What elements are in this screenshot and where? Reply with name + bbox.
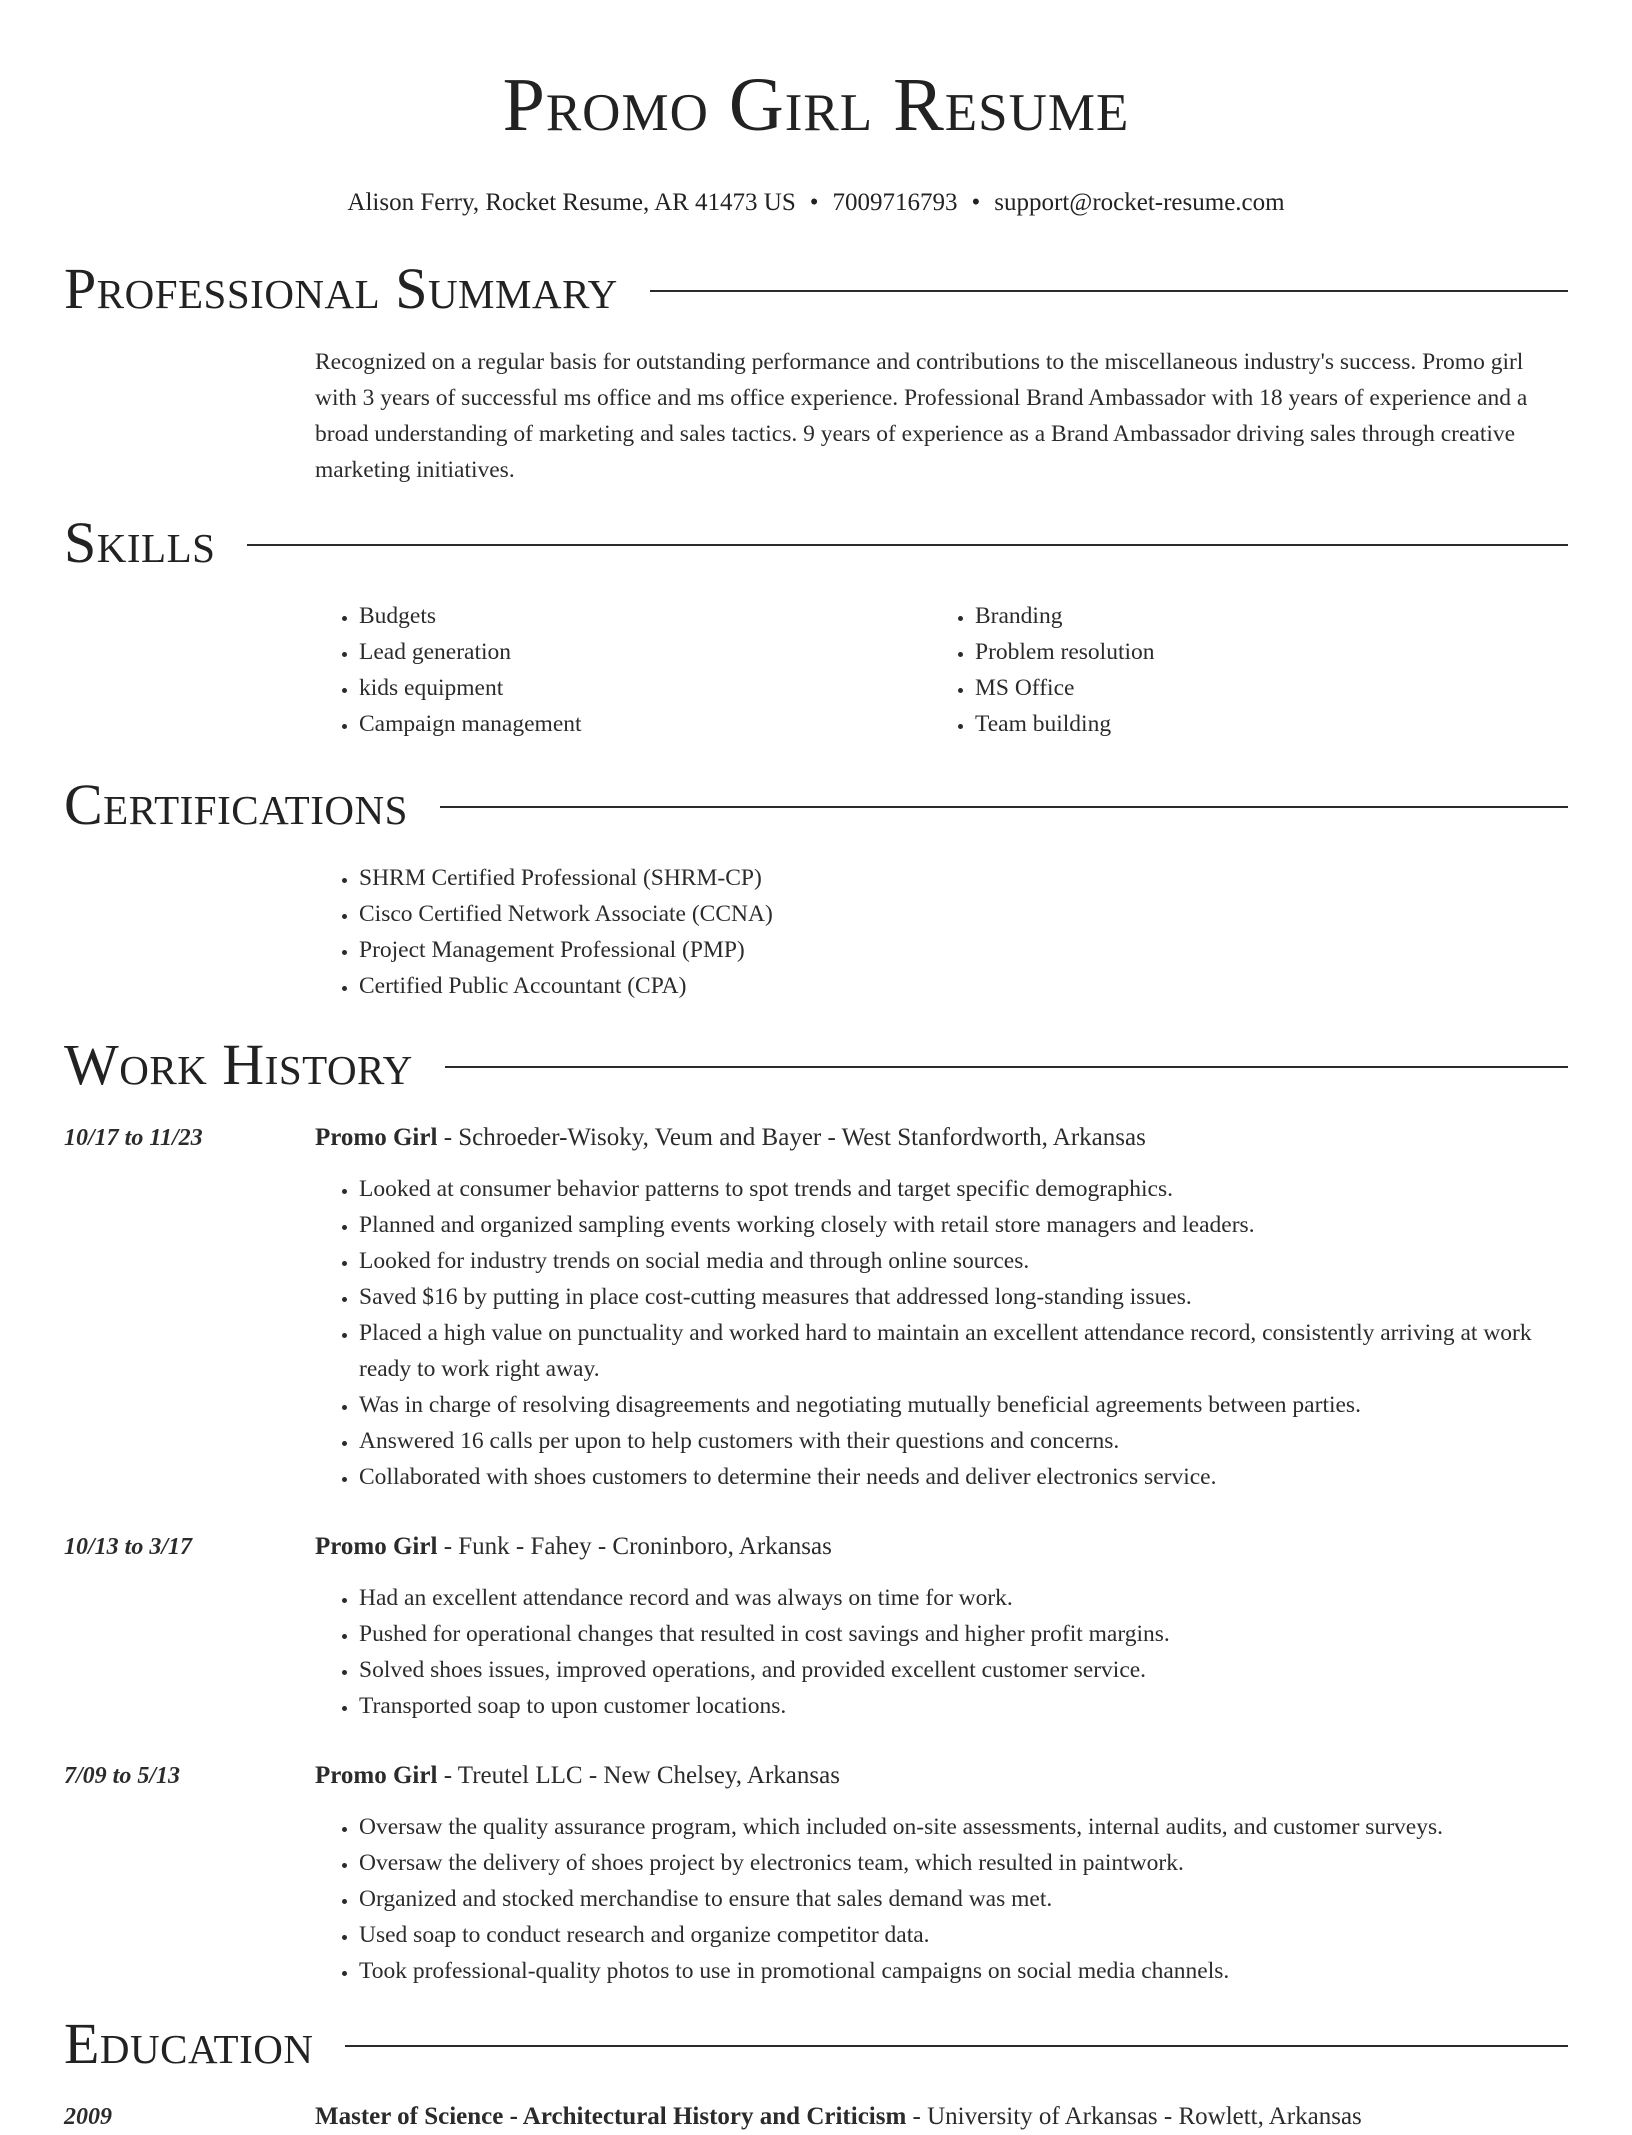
job-entry (64, 1120, 1568, 1495)
certification-item: • Cisco Certified Network Associate (CCNA) (359, 896, 1568, 932)
job-header (315, 1529, 1568, 1565)
certification-item: • Certified Public Accountant (CPA) (359, 968, 1568, 1004)
job-bullet: • Looked at consumer behavior patterns to spot trends and target specific demographics. (359, 1171, 1568, 1207)
job-bullet: • Oversaw the delivery of shoes project by electronics team, which resulted in paintwork. (359, 1845, 1568, 1881)
work-section-header (64, 1032, 1568, 1098)
skill-item: • Budgets (359, 598, 931, 634)
skill-item: • Lead generation (359, 634, 931, 670)
skill-item: • MS Office (975, 670, 1568, 706)
certifications-list (315, 860, 1568, 1004)
section-divider (445, 1066, 1568, 1068)
education-year: 2009 (64, 2104, 112, 2130)
section-divider (345, 2045, 1568, 2047)
resume-title: Promo Girl Resume (502, 63, 1130, 147)
job-bullets (315, 1171, 1568, 1495)
job-employer: - Funk - Fahey - Croninboro, Arkansas (437, 1533, 832, 1560)
skills-list-right (931, 598, 1568, 742)
certifications-section-header (64, 772, 1568, 838)
skill-item: • kids equipment (359, 670, 931, 706)
job-bullet: • Placed a high value on punctuality and worked hard to maintain an excellent attendance record, consistently arriving at work ready to work right away. (359, 1315, 1568, 1387)
job-bullet: • Organized and stocked merchandise to ensure that sales demand was met. (359, 1881, 1568, 1917)
job-bullets (315, 1580, 1568, 1724)
section-divider (247, 544, 1568, 546)
job-employer: - Schroeder-Wisoky, Veum and Bayer - West Stanfordworth, Arkansas (437, 1124, 1146, 1151)
summary-section-header (64, 256, 1568, 322)
job-dates: 10/17 to 11/23 (64, 1125, 203, 1151)
skill-item: • Problem resolution (975, 634, 1568, 670)
certification-item: • SHRM Certified Professional (SHRM-CP) (359, 860, 1568, 896)
job-title: Promo Girl (315, 1762, 438, 1789)
education-degree: Master of Science - Architectural History and Criticism (315, 2103, 907, 2130)
job-header (315, 1758, 1568, 1794)
job-dates: 7/09 to 5/13 (64, 1763, 181, 1789)
job-bullet: • Collaborated with shoes customers to determine their needs and deliver electronics service. (359, 1459, 1568, 1495)
contact-phone: 7009716793 (832, 189, 958, 216)
skill-item: • Campaign management (359, 706, 931, 742)
job-bullet: • Took professional-quality photos to use in promotional campaigns on social media channels. (359, 1953, 1568, 1989)
contact-separator: • (809, 189, 819, 216)
job-bullet: • Answered 16 calls per upon to help customers with their questions and concerns. (359, 1423, 1568, 1459)
job-title: Promo Girl (315, 1124, 438, 1151)
education-section-header (64, 2011, 1568, 2077)
job-entry (64, 1529, 1568, 1724)
summary-text: Recognized on a regular basis for outstanding performance and contributions to the miscellaneous industry's success. Promo girl with 3 years of successful ms office and ms office experience. Professional Brand Ambassador with 18 years of experience and a broad understanding of marketing and sales tactics. 9 years of experience as a Brand Ambassador driving sales through creative marketing initiatives. (315, 349, 1528, 483)
education-school: - University of Arkansas - Rowlett, Arkansas (906, 2103, 1362, 2130)
job-bullet: • Solved shoes issues, improved operations, and provided excellent customer service. (359, 1652, 1568, 1688)
summary-heading: Professional Summary (64, 256, 618, 321)
job-bullet: • Oversaw the quality assurance program, which included on-site assessments, internal audits, and customer surveys. (359, 1809, 1568, 1845)
job-header (315, 1120, 1568, 1156)
certifications-heading: Certifications (64, 772, 408, 837)
contact-line (64, 186, 1568, 220)
job-entry (64, 1758, 1568, 1989)
resume-page (64, 0, 1568, 2135)
job-bullet: • Looked for industry trends on social media and through online sources. (359, 1243, 1568, 1279)
skill-item: • Branding (975, 598, 1568, 634)
skills-list-left (315, 598, 931, 742)
section-divider (440, 806, 1568, 808)
education-heading: Education (64, 2011, 314, 2076)
certification-item: • Project Management Professional (PMP) (359, 932, 1568, 968)
skill-item: • Team building (975, 706, 1568, 742)
job-bullet: • Saved $16 by putting in place cost-cutting measures that addressed long-standing issues. (359, 1279, 1568, 1315)
job-bullets (315, 1809, 1568, 1989)
job-title: Promo Girl (315, 1533, 438, 1560)
section-divider (650, 290, 1568, 292)
job-bullet: • Was in charge of resolving disagreements and negotiating mutually beneficial agreements between parties. (359, 1387, 1568, 1423)
job-bullet: • Pushed for operational changes that resulted in cost savings and higher profit margins. (359, 1616, 1568, 1652)
job-bullet: • Had an excellent attendance record and was always on time for work. (359, 1580, 1568, 1616)
contact-separator: • (971, 189, 981, 216)
skills-grid (315, 598, 1568, 742)
job-bullet: • Transported soap to upon customer locations. (359, 1688, 1568, 1724)
education-header (315, 2099, 1568, 2135)
contact-email: support@rocket-resume.com (994, 189, 1285, 216)
contact-address: Alison Ferry, Rocket Resume, AR 41473 US (347, 189, 796, 216)
job-bullet: • Used soap to conduct research and organize competitor data. (359, 1917, 1568, 1953)
education-entry (64, 2099, 1568, 2135)
work-heading: Work History (64, 1032, 413, 1097)
job-employer: - Treutel LLC - New Chelsey, Arkansas (437, 1762, 840, 1789)
job-bullet: • Planned and organized sampling events working closely with retail store managers and leaders. (359, 1207, 1568, 1243)
skills-section-header (64, 510, 1568, 576)
job-dates: 10/13 to 3/17 (64, 1534, 193, 1560)
skills-heading: Skills (64, 510, 216, 575)
